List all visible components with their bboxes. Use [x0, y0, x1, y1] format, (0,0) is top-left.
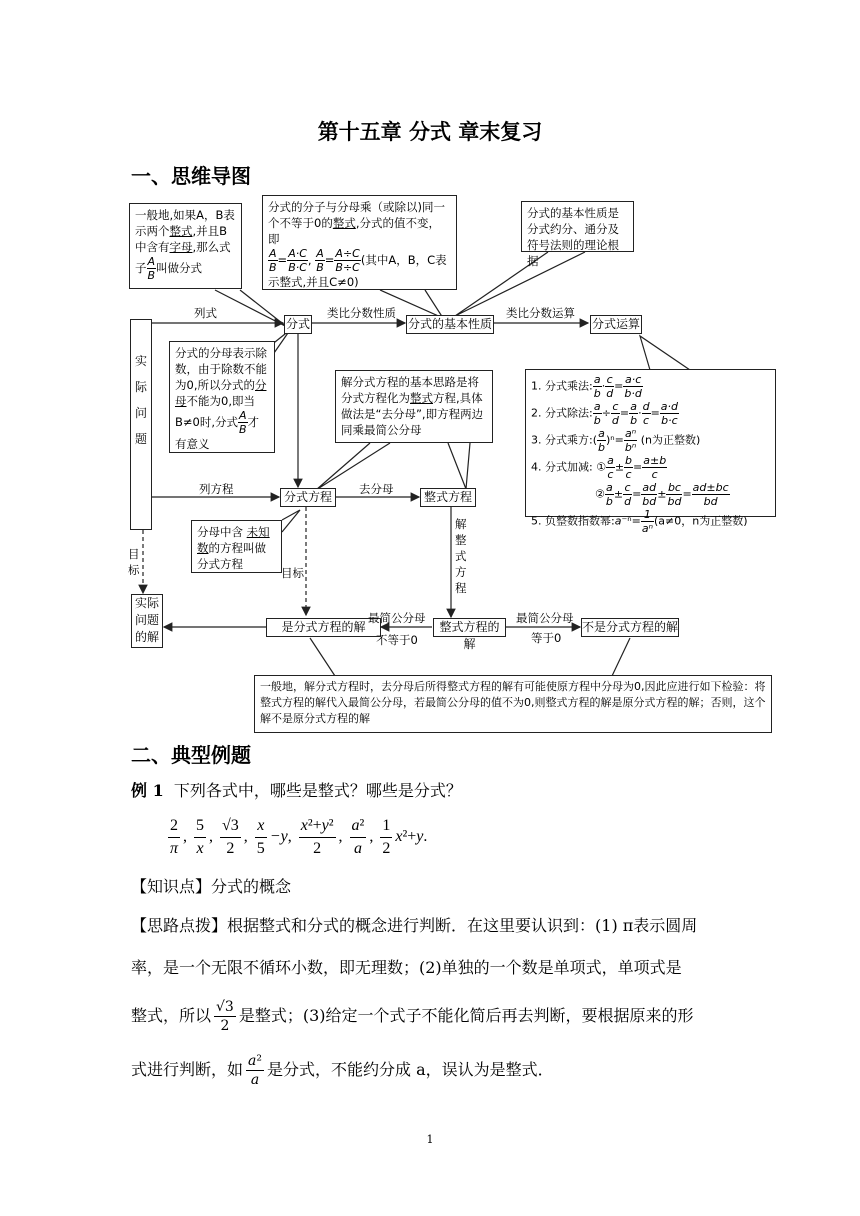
op-power: 3. 分式乘方:( $\frac{a}{b}$ )ⁿ= $\frac{\text{aⁿ}}{\text{bⁿ}}$ (n为正整数): [531, 427, 701, 454]
label-target-left: 目标: [128, 547, 140, 577]
section-heading-examples: 二、典型例题: [131, 743, 251, 767]
expr-half-x2: $\frac{1}{2}$: [382, 817, 391, 857]
hint-line: 是分式，不能约分成 a，误认为是整式．: [267, 1060, 554, 1079]
eqdef-text: 的方程叫做分式方程: [197, 541, 266, 571]
label-target-middle: 目标: [281, 566, 304, 580]
callout-fractional-equation-definition: [191, 520, 282, 573]
label-lcd-not-zero-bottom: 不等于0: [376, 633, 418, 647]
char: 题: [134, 432, 147, 446]
expr-x2y2-over-2: $\frac{\text{x²+y²}}{2}$: [300, 817, 334, 857]
hint-line: 率，是一个无限不循环小数，即无理数；(2)单独的一个数是单项式，单项式是: [131, 958, 682, 977]
label-lcd-zero-top: 最简公分母: [516, 611, 574, 625]
label-analogy-fraction-property: 类比分数性质: [327, 306, 396, 320]
label-lcd-not-zero-top: 最简公分母: [368, 611, 426, 625]
example-question-text: 下列各式中，哪些是整式？哪些是分式？: [173, 781, 462, 800]
inline-sqrt3-over-2: $\frac{√3}{2}$: [216, 999, 234, 1034]
node-not-solution: 不是分式方程的解: [581, 618, 679, 637]
prop-text: 分式的分子与分母乘（或除以)同一个不等于0的: [268, 200, 445, 230]
expr-sqrt3-over-2: $\frac{√3}{2}$: [222, 817, 239, 857]
callout-solving-idea: [335, 370, 493, 443]
knowledge-text: 分式的概念: [211, 877, 292, 896]
char: 实: [134, 354, 147, 368]
node-fractional-equation: 分式方程: [280, 488, 336, 507]
page-title: 第十五章 分式 章末复习: [317, 119, 543, 144]
op-add-same: 4. 分式加减: ① $\frac{a}{c}$ ± $\frac{b}{c}$ = $\frac{a\pm b}{c}$: [531, 454, 667, 481]
frac-num: A: [147, 255, 156, 268]
hint-line: 整式，所以: [131, 1006, 212, 1025]
callout-operations: [525, 369, 776, 535]
callout-denominator: [169, 341, 275, 453]
label-lcd-zero-bottom: 等于0: [531, 631, 562, 645]
callout-fraction-definition: [129, 203, 242, 289]
expr-2-over-pi: $\frac{2}{\pi}$: [170, 817, 179, 857]
denom-blank: 分母: [175, 378, 267, 408]
prop-text: ,分式的值不变，即: [268, 216, 440, 246]
def-text: 叫做分式: [156, 261, 203, 275]
denom-text: 才有意义: [175, 415, 260, 451]
expr-x-over-5: $\frac{x}{5}$: [256, 817, 265, 857]
node-integral-solution: 整式方程的解: [433, 618, 506, 637]
hint-line: 是整式；(3)给定一个式子不能化简后再去判断，要根据原来的形: [238, 1006, 694, 1025]
eqdef-blank: 未知数: [197, 525, 270, 555]
node-is-solution: 是分式方程的解: [266, 618, 381, 637]
denom-text: 分式的分母表示除数，由于除数不能为0,所以分式的: [175, 346, 267, 392]
hint-label: 【思路点拨】: [131, 916, 228, 935]
op-add-diff: ② $\frac{a}{b}$ ± $\frac{c}{d}$ = $\frac{ad}{bd}$ ± $\frac{bc}{bd}$ = $\frac{ad\pm bc}{bd}$: [595, 481, 729, 508]
example1-question: [131, 778, 751, 803]
node-integral-equation: 整式方程: [420, 488, 476, 507]
hint-paragraph: [131, 905, 731, 1091]
def-text: ,那么式子: [135, 240, 231, 275]
fraction-A-over-B: $\frac{A}{B}$: [239, 409, 247, 436]
section-heading-mindmap: 一、思维导图: [131, 164, 251, 188]
label-lieshi: 列式: [194, 306, 217, 320]
label-remove-denominator: 去分母: [359, 482, 394, 496]
node-actual-solution: 实际 问题 的解: [131, 594, 163, 648]
char: 问: [134, 406, 147, 420]
def-blank-integral: 整式: [169, 224, 193, 238]
fraction-A-over-B: [147, 255, 157, 282]
knowledge-label: 【知识点】: [131, 877, 212, 896]
node-actual-problem: [130, 319, 152, 530]
hint-line: 根据整式和分式的概念进行判断．在这里要认识到：(1) π表示圆周: [227, 916, 698, 935]
idea-text: 解分式方程的基本思路是将分式方程化为: [341, 375, 479, 405]
frac-den: B: [147, 269, 156, 282]
def-text: ,并且B中含有: [135, 224, 228, 254]
example1-expressions: $\frac{2}{\pi}$ , $\frac{5}{x}$ , $\frac{√3}{2}$ , $\frac{x}{5}$ −y, $\frac{\text{x²+y²}}{2}$ , $\frac{\text{a²}}{a}$ , $\frac{1}{2}$ x²+y.: [165, 815, 427, 860]
char: 际: [134, 380, 147, 394]
inline-a2-over-a: $\frac{\text{a²}}{a}$: [248, 1053, 262, 1088]
hint-line: 式进行判断，如: [131, 1060, 244, 1079]
fraction-AC-BC: $\frac{A\cdot C}{B\cdot C}$: [288, 247, 307, 274]
denom-text: 不能为0,即当B≠0时,分式: [175, 394, 255, 429]
node-basic-property: 分式的基本性质: [406, 315, 494, 334]
prop-text: (其中A，B，C表示整式,并且C≠0): [268, 253, 447, 289]
label-lie-fangcheng: 列方程: [199, 482, 234, 496]
label-analogy-fraction-operation: 类比分数运算: [506, 306, 575, 320]
knowledge-point: [131, 874, 751, 899]
op-multiply: 1. 分式乘法: $\frac{a}{b}$ · $\frac{c}{d}$ = $\frac{a\cdot c}{b\cdot d}$: [531, 373, 642, 400]
op-negative-exponent: 5. 负整数指数幂:a⁻ⁿ= $\frac{1}{\text{aⁿ}}$ (a≠0，n为正整数): [531, 508, 748, 535]
idea-text: 方程,具体做法是“去分母”,即方程两边同乘最简公分母: [341, 391, 484, 437]
expr-5-over-x: $\frac{5}{x}$: [196, 817, 205, 857]
callout-property-basis: 分式的基本性质是分式约分、通分及符号法则的理论根据: [521, 201, 634, 252]
expr-a2-over-a: $\frac{\text{a²}}{a}$: [351, 817, 365, 857]
fraction-A2: $\frac{A}{B}$: [316, 247, 324, 274]
label-solve-integral-equation: 解 整 式 方 程: [455, 517, 467, 595]
example-label: 例 1: [131, 781, 164, 800]
page-number: 1: [426, 1133, 434, 1146]
node-operation: 分式运算: [590, 315, 642, 334]
eqdef-text: 分母中含: [197, 525, 243, 539]
prop-blank-integral: 整式: [332, 216, 356, 230]
def-text: 一般地,如果A，B表示两个: [135, 208, 235, 238]
callout-basic-property: 分式的分子与分母乘（或除以)同一个不等于0的整式,分式的值不变，即 $\frac{A}{B}$ = $\frac{A\cdot C}{B\cdot C}$ , $\frac{A}{B}$ = $\frac{A\div C}{B\div C}$ (其中A，B，C表示整式,并且C≠0): [262, 195, 457, 290]
idea-blank: 整式: [410, 391, 433, 405]
node-fraction: 分式: [284, 315, 312, 334]
fraction-AdivC: $\frac{A\div C}{B\div C}$: [335, 247, 360, 274]
op-divide: 2. 分式除法: $\frac{a}{b}$ ÷ $\frac{c}{d}$ = $\frac{a}{b}$ · $\frac{d}{c}$ = $\frac{a\cdot d}{b\cdot c}$: [531, 400, 679, 427]
fraction-A: $\frac{A}{B}$: [269, 247, 277, 274]
callout-verification: 一般地，解分式方程时，去分母后所得整式方程的解有可能使原方程中分母为0,因此应进行如下检验：将整式方程的解代入最简公分母，若最简公分母的值不为0,则整式方程的解是原分式方程的解；否则，这个解不是原分式方程的解: [254, 675, 772, 733]
def-blank-letter: 字母: [169, 240, 193, 254]
